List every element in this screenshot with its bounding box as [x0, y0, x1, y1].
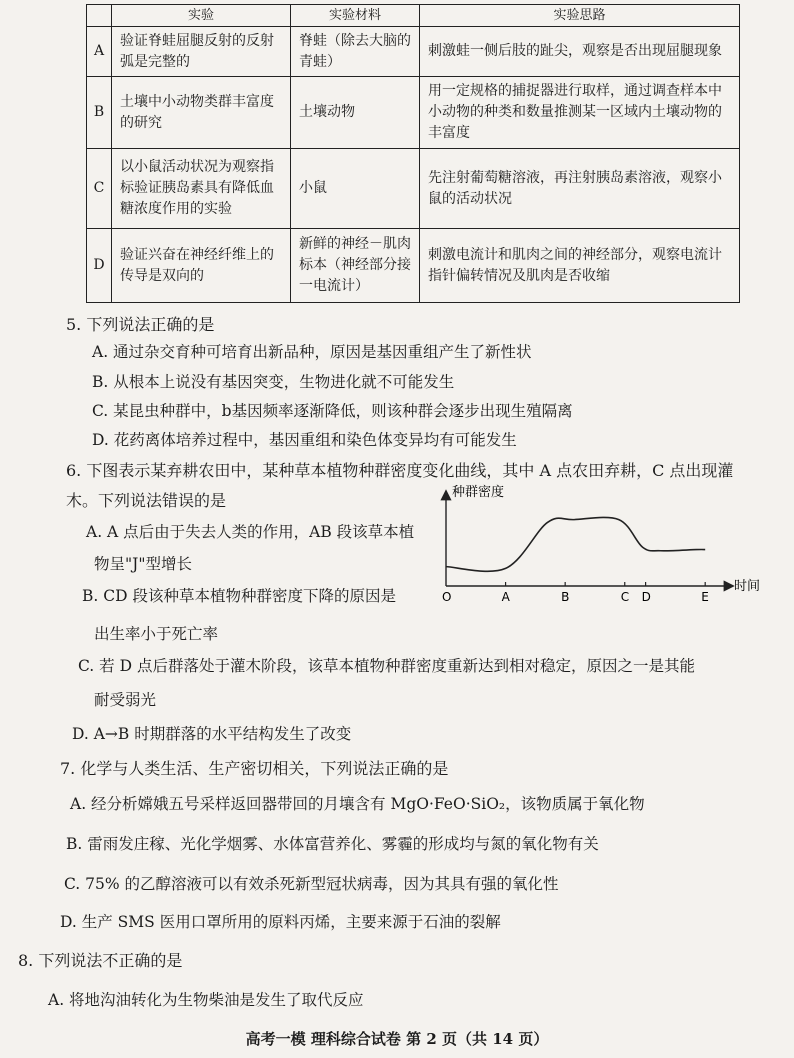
table-header-row: [87, 5, 740, 27]
q6-title-line2: 木。下列说法错误的是: [66, 491, 227, 510]
q5-option-c: C. 某昆虫种群中，b基因频率逐渐降低，则该种群会逐步出现生殖隔离: [92, 402, 573, 420]
row-material: 土壤动物: [291, 77, 420, 149]
q6-option-c-line1: C. 若 D 点后群落处于灌木阶段，该草本植物种群密度重新达到相对稳定，原因之一是其能: [78, 657, 695, 675]
row-idea: 刺激电流计和肌肉之间的神经部分，观察电流计指针偏转情况及肌肉是否收缩: [420, 229, 740, 303]
table-row: [87, 77, 740, 149]
header-material: 实验材料: [291, 5, 420, 27]
q6-option-a-line2: 物呈"J"型增长: [94, 555, 192, 573]
q5-option-a: A. 通过杂交育种可培育出新品种，原因是基因重组产生了新性状: [92, 343, 532, 361]
table-row: [87, 27, 740, 77]
header-idea: 实验思路: [420, 5, 740, 27]
row-material: 小鼠: [291, 149, 420, 229]
y-axis-label: 种群密度: [452, 485, 505, 500]
q6-option-b-line1: B. CD 段该种草本植物种群密度下降的原因是: [82, 587, 396, 605]
q8-option-a: A. 将地沟油转化为生物柴油是发生了取代反应: [48, 991, 364, 1009]
x-tick-label: A: [501, 590, 510, 604]
q6-option-c-line2: 耐受弱光: [94, 691, 157, 709]
header-option-cell: [87, 5, 112, 27]
x-axis-label: 时间: [734, 579, 761, 594]
row-option: D: [87, 229, 112, 303]
q7-option-b: B. 雷雨发庄稼、光化学烟雾、水体富营养化、雾霾的形成均与氮的氧化物有关: [66, 835, 599, 853]
q7-option-a: A. 经分析嫦娥五号采样返回器带回的月壤含有 MgO·FeO·SiO₂，该物质属于氧化物: [70, 795, 645, 813]
row-material: 新鲜的神经－肌肉标本（神经部分接一电流计）: [291, 229, 420, 303]
population-density-chart: [420, 480, 780, 610]
q5-title: 5. 下列说法正确的是: [66, 315, 215, 334]
q7-option-d: D. 生产 SMS 医用口罩所用的原料丙烯，主要来源于石油的裂解: [60, 913, 501, 931]
page-footer: 高考一模 理科综合试卷 第 2 页（共 14 页）: [245, 1030, 549, 1048]
row-option: A: [87, 27, 112, 77]
q6-option-b-line2: 出生率小于死亡率: [94, 625, 219, 643]
row-option: C: [87, 149, 112, 229]
row-experiment: 验证脊蛙屈腿反射的反射弧是完整的: [112, 27, 291, 77]
experiment-table: [86, 4, 740, 303]
table-row: [87, 149, 740, 229]
row-idea: 用一定规格的捕捉器进行取样，通过调查样本中小动物的种类和数量推测某一区域内土壤动物的丰富度: [420, 77, 740, 149]
q6-title-line1: 6. 下图表示某弃耕农田中，某种草本植物种群密度变化曲线，其中 A 点农田弃耕，C 点出现灌: [66, 461, 734, 480]
q5-option-d: D. 花药离体培养过程中，基因重组和染色体变异均有可能发生: [92, 431, 517, 449]
series-line: [446, 517, 705, 571]
header-experiment: 实验: [112, 5, 291, 27]
x-tick-label: E: [701, 590, 709, 604]
q6-option-a-line1: A. A 点后由于失去人类的作用，AB 段该草本植: [86, 523, 415, 541]
q7-option-c: C. 75% 的乙醇溶液可以有效杀死新型冠状病毒，因为其具有强的氧化性: [64, 875, 559, 893]
row-material: 脊蛙（除去大脑的青蛙）: [291, 27, 420, 77]
x-tick-label: C: [620, 590, 630, 604]
row-idea: 刺激蛙一侧后肢的趾尖，观察是否出现屈腿现象: [420, 27, 740, 77]
q7-title: 7. 化学与人类生活、生产密切相关，下列说法正确的是: [60, 759, 449, 778]
row-experiment: 以小鼠活动状况为观察指标验证胰岛素具有降低血糖浓度作用的实验: [112, 149, 291, 229]
row-experiment: 土壤中小动物类群丰富度的研究: [112, 77, 291, 149]
x-tick-label: O: [442, 590, 452, 604]
x-tick-label: D: [641, 590, 651, 604]
table-row: [87, 229, 740, 303]
q6-option-d: D. A→B 时期群落的水平结构发生了改变: [72, 725, 352, 743]
row-experiment: 验证兴奋在神经纤维上的传导是双向的: [112, 229, 291, 303]
q5-option-b: B. 从根本上说没有基因突变，生物进化就不可能发生: [92, 373, 455, 391]
row-option: B: [87, 77, 112, 149]
row-idea: 先注射葡萄糖溶液，再注射胰岛素溶液，观察小鼠的活动状况: [420, 149, 740, 229]
q8-title: 8. 下列说法不正确的是: [18, 951, 183, 970]
x-tick-label: B: [561, 590, 570, 604]
